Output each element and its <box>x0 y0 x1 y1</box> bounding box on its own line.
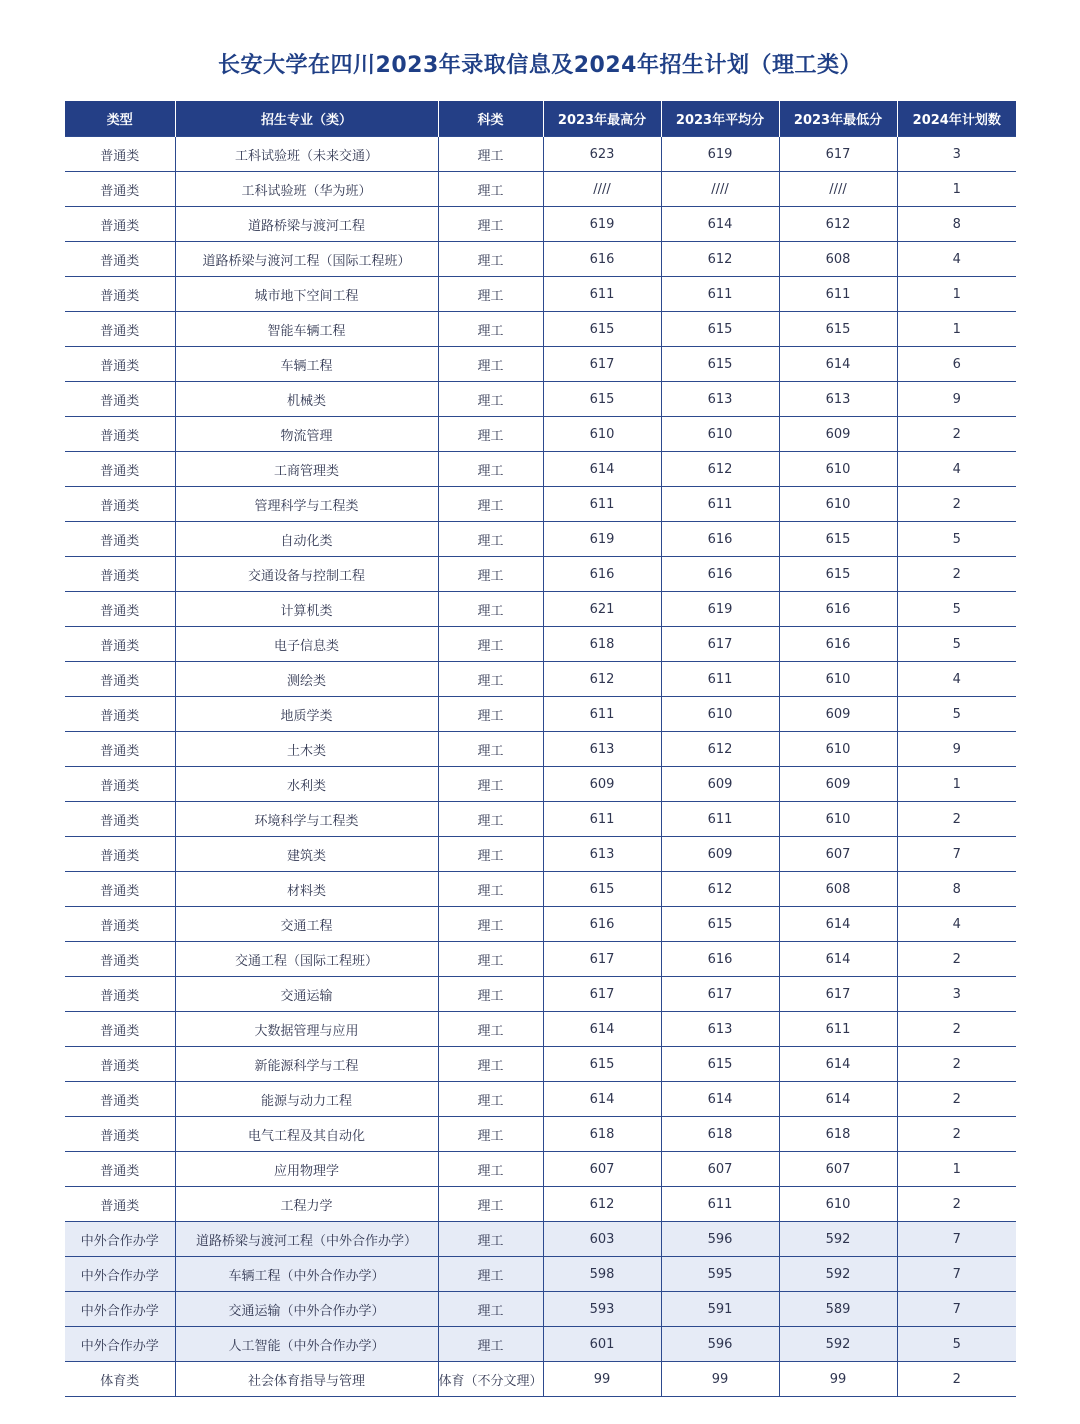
cell-plan-count: 8 <box>897 872 1016 907</box>
cell-subject: 理工 <box>438 207 543 242</box>
table-row <box>65 942 1016 977</box>
cell-major: 机械类 <box>175 382 438 417</box>
cell-avg-score: 611 <box>661 1187 779 1222</box>
cell-subject: 理工 <box>438 802 543 837</box>
cell-major: 管理科学与工程类 <box>175 487 438 522</box>
cell-min-score: 609 <box>779 697 897 732</box>
cell-plan-count: 7 <box>897 1292 1016 1327</box>
cell-plan-count: 4 <box>897 242 1016 277</box>
header-min-score: 2023年最低分 <box>779 101 897 137</box>
table-row <box>65 977 1016 1012</box>
cell-plan-count: 9 <box>897 732 1016 767</box>
cell-max-score: 621 <box>543 592 661 627</box>
cell-plan-count: 2 <box>897 1012 1016 1047</box>
cell-avg-score: 595 <box>661 1257 779 1292</box>
cell-subject: 理工 <box>438 522 543 557</box>
cell-major: 智能车辆工程 <box>175 312 438 347</box>
cell-subject: 理工 <box>438 487 543 522</box>
table-row <box>65 1047 1016 1082</box>
cell-plan-count: 2 <box>897 417 1016 452</box>
table-row <box>65 1362 1016 1397</box>
cell-min-score: 617 <box>779 977 897 1012</box>
header-subject: 科类 <box>438 101 543 137</box>
table-row <box>65 452 1016 487</box>
cell-plan-count: 4 <box>897 662 1016 697</box>
cell-min-score: 589 <box>779 1292 897 1327</box>
cell-subject: 理工 <box>438 172 543 207</box>
cell-plan-count: 7 <box>897 1222 1016 1257</box>
cell-subject: 理工 <box>438 1152 543 1187</box>
cell-plan-count: 1 <box>897 312 1016 347</box>
table-row <box>65 767 1016 802</box>
cell-avg-score: 596 <box>661 1222 779 1257</box>
cell-subject: 理工 <box>438 942 543 977</box>
cell-type: 普通类 <box>65 837 175 872</box>
cell-subject: 理工 <box>438 557 543 592</box>
cell-subject: 理工 <box>438 977 543 1012</box>
cell-type: 体育类 <box>65 1362 175 1397</box>
cell-max-score: 623 <box>543 137 661 172</box>
cell-type: 普通类 <box>65 977 175 1012</box>
header-max-score: 2023年最高分 <box>543 101 661 137</box>
cell-plan-count: 4 <box>897 452 1016 487</box>
table-row <box>65 662 1016 697</box>
cell-avg-score: 617 <box>661 627 779 662</box>
cell-min-score: 615 <box>779 522 897 557</box>
cell-type: 普通类 <box>65 732 175 767</box>
cell-type: 普通类 <box>65 1047 175 1082</box>
cell-avg-score: 612 <box>661 732 779 767</box>
cell-avg-score: 619 <box>661 592 779 627</box>
table-row <box>65 872 1016 907</box>
cell-avg-score: 611 <box>661 487 779 522</box>
cell-major: 测绘类 <box>175 662 438 697</box>
cell-type: 普通类 <box>65 1012 175 1047</box>
cell-plan-count: 2 <box>897 1117 1016 1152</box>
table-row <box>65 1327 1016 1362</box>
cell-plan-count: 9 <box>897 382 1016 417</box>
table-row <box>65 732 1016 767</box>
cell-min-score: 610 <box>779 1187 897 1222</box>
table-row <box>65 417 1016 452</box>
cell-min-score: 614 <box>779 907 897 942</box>
cell-type: 中外合作办学 <box>65 1327 175 1362</box>
cell-min-score: 99 <box>779 1362 897 1397</box>
cell-avg-score: 617 <box>661 977 779 1012</box>
table-row <box>65 697 1016 732</box>
cell-major: 物流管理 <box>175 417 438 452</box>
table-row <box>65 1117 1016 1152</box>
cell-subject: 理工 <box>438 662 543 697</box>
cell-avg-score: 99 <box>661 1362 779 1397</box>
cell-subject: 理工 <box>438 697 543 732</box>
cell-major: 工商管理类 <box>175 452 438 487</box>
table-row <box>65 207 1016 242</box>
cell-min-score: 610 <box>779 732 897 767</box>
page-title: 长安大学在四川2023年录取信息及2024年招生计划（理工类） <box>218 53 862 78</box>
cell-subject: 理工 <box>438 1012 543 1047</box>
cell-min-score: 607 <box>779 837 897 872</box>
cell-max-score: 611 <box>543 802 661 837</box>
cell-major: 应用物理学 <box>175 1152 438 1187</box>
cell-plan-count: 4 <box>897 907 1016 942</box>
cell-plan-count: 5 <box>897 697 1016 732</box>
cell-major: 环境科学与工程类 <box>175 802 438 837</box>
cell-major: 城市地下空间工程 <box>175 277 438 312</box>
table-row <box>65 172 1016 207</box>
cell-avg-score: 616 <box>661 942 779 977</box>
table-row <box>65 1292 1016 1327</box>
cell-major: 计算机类 <box>175 592 438 627</box>
cell-subject: 理工 <box>438 767 543 802</box>
cell-min-score: 615 <box>779 312 897 347</box>
table-row <box>65 277 1016 312</box>
cell-type: 普通类 <box>65 452 175 487</box>
cell-subject: 体育（不分文理） <box>438 1362 543 1397</box>
cell-avg-score: 613 <box>661 1012 779 1047</box>
cell-min-score: 614 <box>779 1082 897 1117</box>
cell-min-score: 610 <box>779 662 897 697</box>
cell-plan-count: 3 <box>897 977 1016 1012</box>
cell-subject: 理工 <box>438 1257 543 1292</box>
cell-avg-score: 591 <box>661 1292 779 1327</box>
table-header-row <box>65 101 1016 137</box>
cell-max-score: 615 <box>543 382 661 417</box>
cell-avg-score: 609 <box>661 767 779 802</box>
cell-type: 普通类 <box>65 347 175 382</box>
cell-avg-score: 612 <box>661 242 779 277</box>
cell-max-score: 616 <box>543 907 661 942</box>
cell-major: 电子信息类 <box>175 627 438 662</box>
cell-plan-count: 7 <box>897 837 1016 872</box>
cell-min-score: 609 <box>779 417 897 452</box>
cell-plan-count: 6 <box>897 347 1016 382</box>
cell-max-score: 616 <box>543 242 661 277</box>
cell-max-score: 614 <box>543 452 661 487</box>
cell-plan-count: 2 <box>897 487 1016 522</box>
cell-avg-score: 609 <box>661 837 779 872</box>
cell-min-score: 609 <box>779 767 897 802</box>
cell-type: 普通类 <box>65 242 175 277</box>
table-row <box>65 522 1016 557</box>
cell-major: 自动化类 <box>175 522 438 557</box>
cell-major: 电气工程及其自动化 <box>175 1117 438 1152</box>
cell-min-score: 612 <box>779 207 897 242</box>
table-row <box>65 312 1016 347</box>
cell-plan-count: 1 <box>897 277 1016 312</box>
table-row <box>65 137 1016 172</box>
cell-plan-count: 2 <box>897 942 1016 977</box>
cell-subject: 理工 <box>438 872 543 907</box>
cell-avg-score: 614 <box>661 1082 779 1117</box>
cell-avg-score: 613 <box>661 382 779 417</box>
table-row <box>65 907 1016 942</box>
cell-max-score: 603 <box>543 1222 661 1257</box>
cell-max-score: 615 <box>543 312 661 347</box>
cell-max-score: 617 <box>543 942 661 977</box>
cell-max-score: 593 <box>543 1292 661 1327</box>
table-row <box>65 242 1016 277</box>
cell-min-score: 611 <box>779 1012 897 1047</box>
cell-min-score: 608 <box>779 872 897 907</box>
cell-avg-score: 610 <box>661 417 779 452</box>
cell-subject: 理工 <box>438 732 543 767</box>
cell-plan-count: 5 <box>897 522 1016 557</box>
table-row <box>65 1012 1016 1047</box>
cell-plan-count: 2 <box>897 557 1016 592</box>
cell-avg-score: 616 <box>661 522 779 557</box>
cell-plan-count: 7 <box>897 1257 1016 1292</box>
cell-subject: 理工 <box>438 137 543 172</box>
cell-avg-score: 616 <box>661 557 779 592</box>
cell-type: 普通类 <box>65 207 175 242</box>
cell-major: 材料类 <box>175 872 438 907</box>
cell-avg-score: 615 <box>661 312 779 347</box>
cell-avg-score: 619 <box>661 137 779 172</box>
header-avg-score: 2023年平均分 <box>661 101 779 137</box>
cell-plan-count: 5 <box>897 1327 1016 1362</box>
table-row <box>65 557 1016 592</box>
cell-subject: 理工 <box>438 837 543 872</box>
cell-subject: 理工 <box>438 1327 543 1362</box>
cell-max-score: 618 <box>543 627 661 662</box>
cell-type: 普通类 <box>65 1082 175 1117</box>
cell-plan-count: 2 <box>897 1047 1016 1082</box>
cell-type: 普通类 <box>65 767 175 802</box>
cell-min-score: 617 <box>779 137 897 172</box>
cell-plan-count: 5 <box>897 592 1016 627</box>
cell-major: 大数据管理与应用 <box>175 1012 438 1047</box>
table-row <box>65 1187 1016 1222</box>
cell-min-score: 592 <box>779 1327 897 1362</box>
table-row <box>65 837 1016 872</box>
cell-type: 普通类 <box>65 872 175 907</box>
cell-min-score: 611 <box>779 277 897 312</box>
table-body <box>65 137 1016 1397</box>
cell-avg-score: 614 <box>661 207 779 242</box>
cell-avg-score: 615 <box>661 1047 779 1082</box>
header-plan-count: 2024年计划数 <box>897 101 1016 137</box>
cell-max-score: 613 <box>543 837 661 872</box>
table-row <box>65 382 1016 417</box>
cell-major: 工科试验班（华为班） <box>175 172 438 207</box>
cell-min-score: 613 <box>779 382 897 417</box>
cell-max-score: 619 <box>543 522 661 557</box>
cell-major: 工程力学 <box>175 1187 438 1222</box>
cell-subject: 理工 <box>438 1292 543 1327</box>
cell-min-score: 607 <box>779 1152 897 1187</box>
cell-type: 普通类 <box>65 1152 175 1187</box>
cell-max-score: 614 <box>543 1012 661 1047</box>
cell-type: 普通类 <box>65 277 175 312</box>
cell-max-score: 613 <box>543 732 661 767</box>
cell-max-score: 611 <box>543 487 661 522</box>
cell-major: 工科试验班（未来交通） <box>175 137 438 172</box>
cell-major: 交通运输（中外合作办学） <box>175 1292 438 1327</box>
cell-type: 普通类 <box>65 802 175 837</box>
cell-subject: 理工 <box>438 347 543 382</box>
cell-avg-score: 612 <box>661 872 779 907</box>
cell-plan-count: 2 <box>897 802 1016 837</box>
table-row <box>65 627 1016 662</box>
cell-min-score: 616 <box>779 627 897 662</box>
cell-min-score: 592 <box>779 1257 897 1292</box>
cell-subject: 理工 <box>438 1082 543 1117</box>
cell-min-score: 615 <box>779 557 897 592</box>
cell-subject: 理工 <box>438 907 543 942</box>
cell-max-score: 616 <box>543 557 661 592</box>
admissions-table <box>65 101 1016 1397</box>
cell-plan-count: 2 <box>897 1362 1016 1397</box>
table-row <box>65 802 1016 837</box>
cell-max-score: 611 <box>543 277 661 312</box>
cell-min-score: 614 <box>779 347 897 382</box>
table-row <box>65 487 1016 522</box>
cell-avg-score: 615 <box>661 347 779 382</box>
cell-max-score: 99 <box>543 1362 661 1397</box>
cell-min-score: 614 <box>779 1047 897 1082</box>
cell-min-score: 610 <box>779 487 897 522</box>
cell-subject: 理工 <box>438 1047 543 1082</box>
cell-subject: 理工 <box>438 312 543 347</box>
cell-type: 普通类 <box>65 172 175 207</box>
cell-major: 车辆工程 <box>175 347 438 382</box>
cell-subject: 理工 <box>438 1187 543 1222</box>
cell-avg-score: 611 <box>661 802 779 837</box>
cell-major: 交通工程 <box>175 907 438 942</box>
cell-max-score: //// <box>543 172 661 207</box>
cell-min-score: 616 <box>779 592 897 627</box>
table-row <box>65 1222 1016 1257</box>
cell-major: 人工智能（中外合作办学） <box>175 1327 438 1362</box>
cell-plan-count: 2 <box>897 1187 1016 1222</box>
table-row <box>65 1082 1016 1117</box>
cell-major: 交通运输 <box>175 977 438 1012</box>
cell-type: 普通类 <box>65 697 175 732</box>
cell-type: 普通类 <box>65 907 175 942</box>
cell-major: 车辆工程（中外合作办学） <box>175 1257 438 1292</box>
cell-type: 普通类 <box>65 1117 175 1152</box>
cell-major: 交通工程（国际工程班） <box>175 942 438 977</box>
cell-type: 普通类 <box>65 382 175 417</box>
cell-type: 普通类 <box>65 557 175 592</box>
cell-max-score: 609 <box>543 767 661 802</box>
cell-major: 建筑类 <box>175 837 438 872</box>
cell-major: 新能源科学与工程 <box>175 1047 438 1082</box>
cell-type: 普通类 <box>65 522 175 557</box>
cell-min-score: 618 <box>779 1117 897 1152</box>
cell-min-score: //// <box>779 172 897 207</box>
cell-major: 道路桥梁与渡河工程（中外合作办学） <box>175 1222 438 1257</box>
cell-type: 普通类 <box>65 1187 175 1222</box>
table-row <box>65 1152 1016 1187</box>
header-type: 类型 <box>65 101 175 137</box>
cell-type: 普通类 <box>65 417 175 452</box>
cell-subject: 理工 <box>438 452 543 487</box>
cell-major: 地质学类 <box>175 697 438 732</box>
cell-avg-score: 611 <box>661 277 779 312</box>
cell-max-score: 598 <box>543 1257 661 1292</box>
cell-subject: 理工 <box>438 242 543 277</box>
cell-type: 普通类 <box>65 312 175 347</box>
cell-max-score: 607 <box>543 1152 661 1187</box>
cell-avg-score: 596 <box>661 1327 779 1362</box>
table-row <box>65 347 1016 382</box>
cell-major: 水利类 <box>175 767 438 802</box>
cell-type: 普通类 <box>65 137 175 172</box>
cell-major: 道路桥梁与渡河工程（国际工程班） <box>175 242 438 277</box>
cell-avg-score: 612 <box>661 452 779 487</box>
cell-max-score: 617 <box>543 347 661 382</box>
cell-max-score: 610 <box>543 417 661 452</box>
cell-subject: 理工 <box>438 627 543 662</box>
cell-type: 中外合作办学 <box>65 1222 175 1257</box>
cell-subject: 理工 <box>438 382 543 417</box>
cell-max-score: 611 <box>543 697 661 732</box>
cell-subject: 理工 <box>438 1117 543 1152</box>
cell-major: 土木类 <box>175 732 438 767</box>
cell-avg-score: 615 <box>661 907 779 942</box>
cell-avg-score: 610 <box>661 697 779 732</box>
cell-type: 中外合作办学 <box>65 1292 175 1327</box>
cell-avg-score: //// <box>661 172 779 207</box>
cell-major: 交通设备与控制工程 <box>175 557 438 592</box>
cell-plan-count: 3 <box>897 137 1016 172</box>
header-major: 招生专业（类） <box>175 101 438 137</box>
cell-max-score: 614 <box>543 1082 661 1117</box>
cell-min-score: 610 <box>779 802 897 837</box>
cell-type: 普通类 <box>65 942 175 977</box>
cell-max-score: 615 <box>543 1047 661 1082</box>
table-row <box>65 592 1016 627</box>
cell-max-score: 612 <box>543 1187 661 1222</box>
cell-plan-count: 5 <box>897 627 1016 662</box>
cell-min-score: 614 <box>779 942 897 977</box>
cell-max-score: 615 <box>543 872 661 907</box>
cell-subject: 理工 <box>438 1222 543 1257</box>
cell-plan-count: 1 <box>897 1152 1016 1187</box>
cell-type: 普通类 <box>65 627 175 662</box>
cell-min-score: 608 <box>779 242 897 277</box>
cell-avg-score: 611 <box>661 662 779 697</box>
cell-max-score: 601 <box>543 1327 661 1362</box>
cell-type: 普通类 <box>65 592 175 627</box>
cell-avg-score: 618 <box>661 1117 779 1152</box>
cell-major: 道路桥梁与渡河工程 <box>175 207 438 242</box>
cell-type: 中外合作办学 <box>65 1257 175 1292</box>
table-row <box>65 1257 1016 1292</box>
cell-subject: 理工 <box>438 592 543 627</box>
cell-plan-count: 8 <box>897 207 1016 242</box>
cell-subject: 理工 <box>438 277 543 312</box>
cell-plan-count: 2 <box>897 1082 1016 1117</box>
cell-subject: 理工 <box>438 417 543 452</box>
cell-max-score: 617 <box>543 977 661 1012</box>
cell-major: 社会体育指导与管理 <box>175 1362 438 1397</box>
cell-avg-score: 607 <box>661 1152 779 1187</box>
cell-max-score: 618 <box>543 1117 661 1152</box>
cell-plan-count: 1 <box>897 172 1016 207</box>
cell-type: 普通类 <box>65 662 175 697</box>
cell-major: 能源与动力工程 <box>175 1082 438 1117</box>
cell-type: 普通类 <box>65 487 175 522</box>
cell-min-score: 610 <box>779 452 897 487</box>
cell-min-score: 592 <box>779 1222 897 1257</box>
cell-max-score: 612 <box>543 662 661 697</box>
cell-max-score: 619 <box>543 207 661 242</box>
cell-plan-count: 1 <box>897 767 1016 802</box>
